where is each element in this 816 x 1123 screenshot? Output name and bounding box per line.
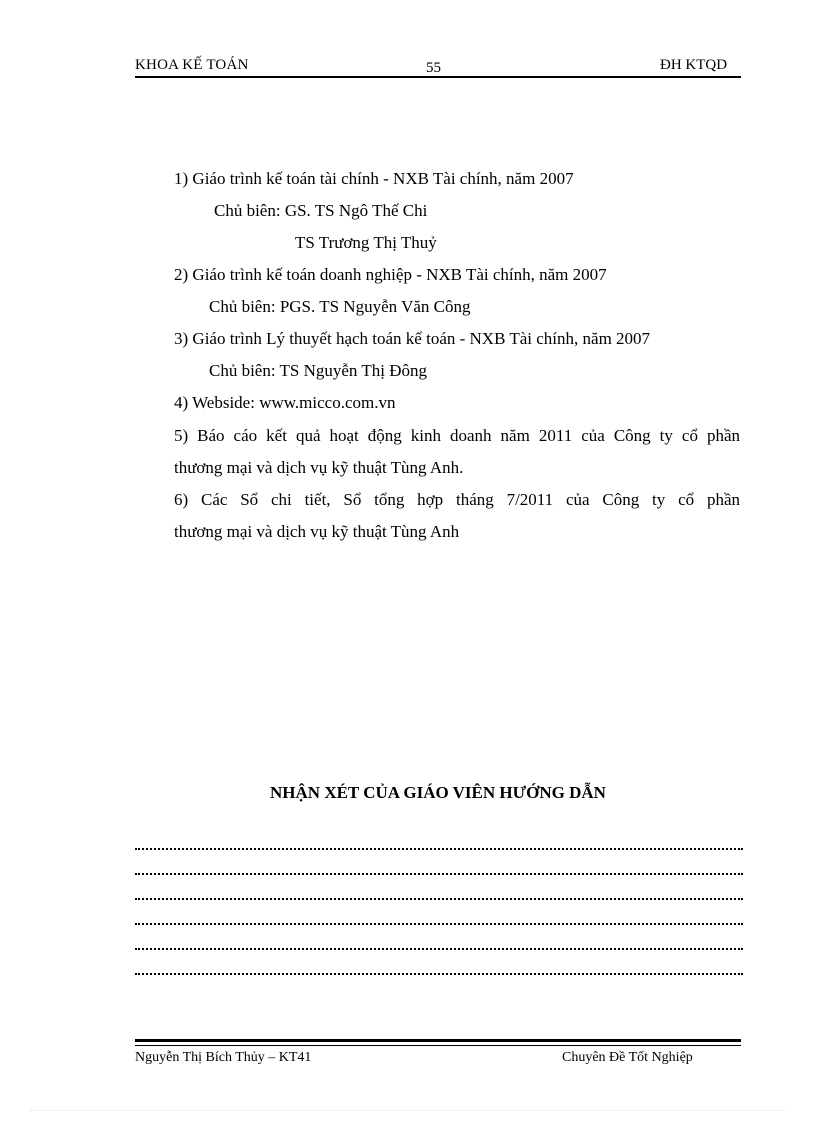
reference-5-line-1: 5) Báo cáo kết quả hoạt động kinh doanh năm 2011 của Công ty cổ phần (174, 426, 740, 445)
comment-line (135, 948, 743, 950)
comment-line (135, 848, 743, 850)
reference-4-title: 4) Webside: www.micco.com.vn (174, 393, 396, 412)
comment-line (135, 973, 743, 975)
reference-5-line-2: thương mại và dịch vụ kỹ thuật Tùng Anh. (174, 458, 464, 477)
comments-section-title: NHẬN XÉT CỦA GIÁO VIÊN HƯỚNG DẪN (270, 783, 606, 802)
comment-line (135, 898, 743, 900)
reference-2-editor: Chủ biên: PGS. TS Nguyễn Văn Công (209, 297, 471, 316)
comment-line (135, 923, 743, 925)
reference-6-line-2: thương mại và dịch vụ kỹ thuật Tùng Anh (174, 522, 460, 541)
reference-1-title: 1) Giáo trình kế toán tài chính - NXB Tài chính, năm 2007 (174, 169, 574, 188)
header-faculty: KHOA KẾ TOÁN (135, 57, 249, 73)
reference-2-title: 2) Giáo trình kế toán doanh nghiệp - NXB Tài chính, năm 2007 (174, 265, 607, 284)
reference-6-line-1: 6) Các Sổ chi tiết, Sổ tổng hợp tháng 7/2011 của Công ty cổ phần (174, 490, 740, 509)
comment-line (135, 873, 743, 875)
reference-3-title: 3) Giáo trình Lý thuyết hạch toán kế toán - NXB Tài chính, năm 2007 (174, 329, 651, 348)
page-number: 55 (426, 60, 441, 76)
page-bottom-border (30, 1110, 786, 1111)
footer-document-type: Chuyên Đề Tốt Nghiệp (562, 1050, 693, 1065)
header-rule (135, 76, 741, 78)
reference-3-editor: Chủ biên: TS Nguyễn Thị Đông (209, 361, 428, 380)
reference-1-editor-2: TS Trương Thị Thuỷ (295, 233, 437, 252)
footer-author: Nguyễn Thị Bích Thủy – KT41 (135, 1050, 312, 1065)
header-university: ĐH KTQD (660, 57, 728, 73)
reference-1-editor: Chủ biên: GS. TS Ngô Thế Chi (214, 201, 428, 220)
footer-rule-thin (135, 1045, 741, 1046)
footer-rule-thick (135, 1039, 741, 1042)
